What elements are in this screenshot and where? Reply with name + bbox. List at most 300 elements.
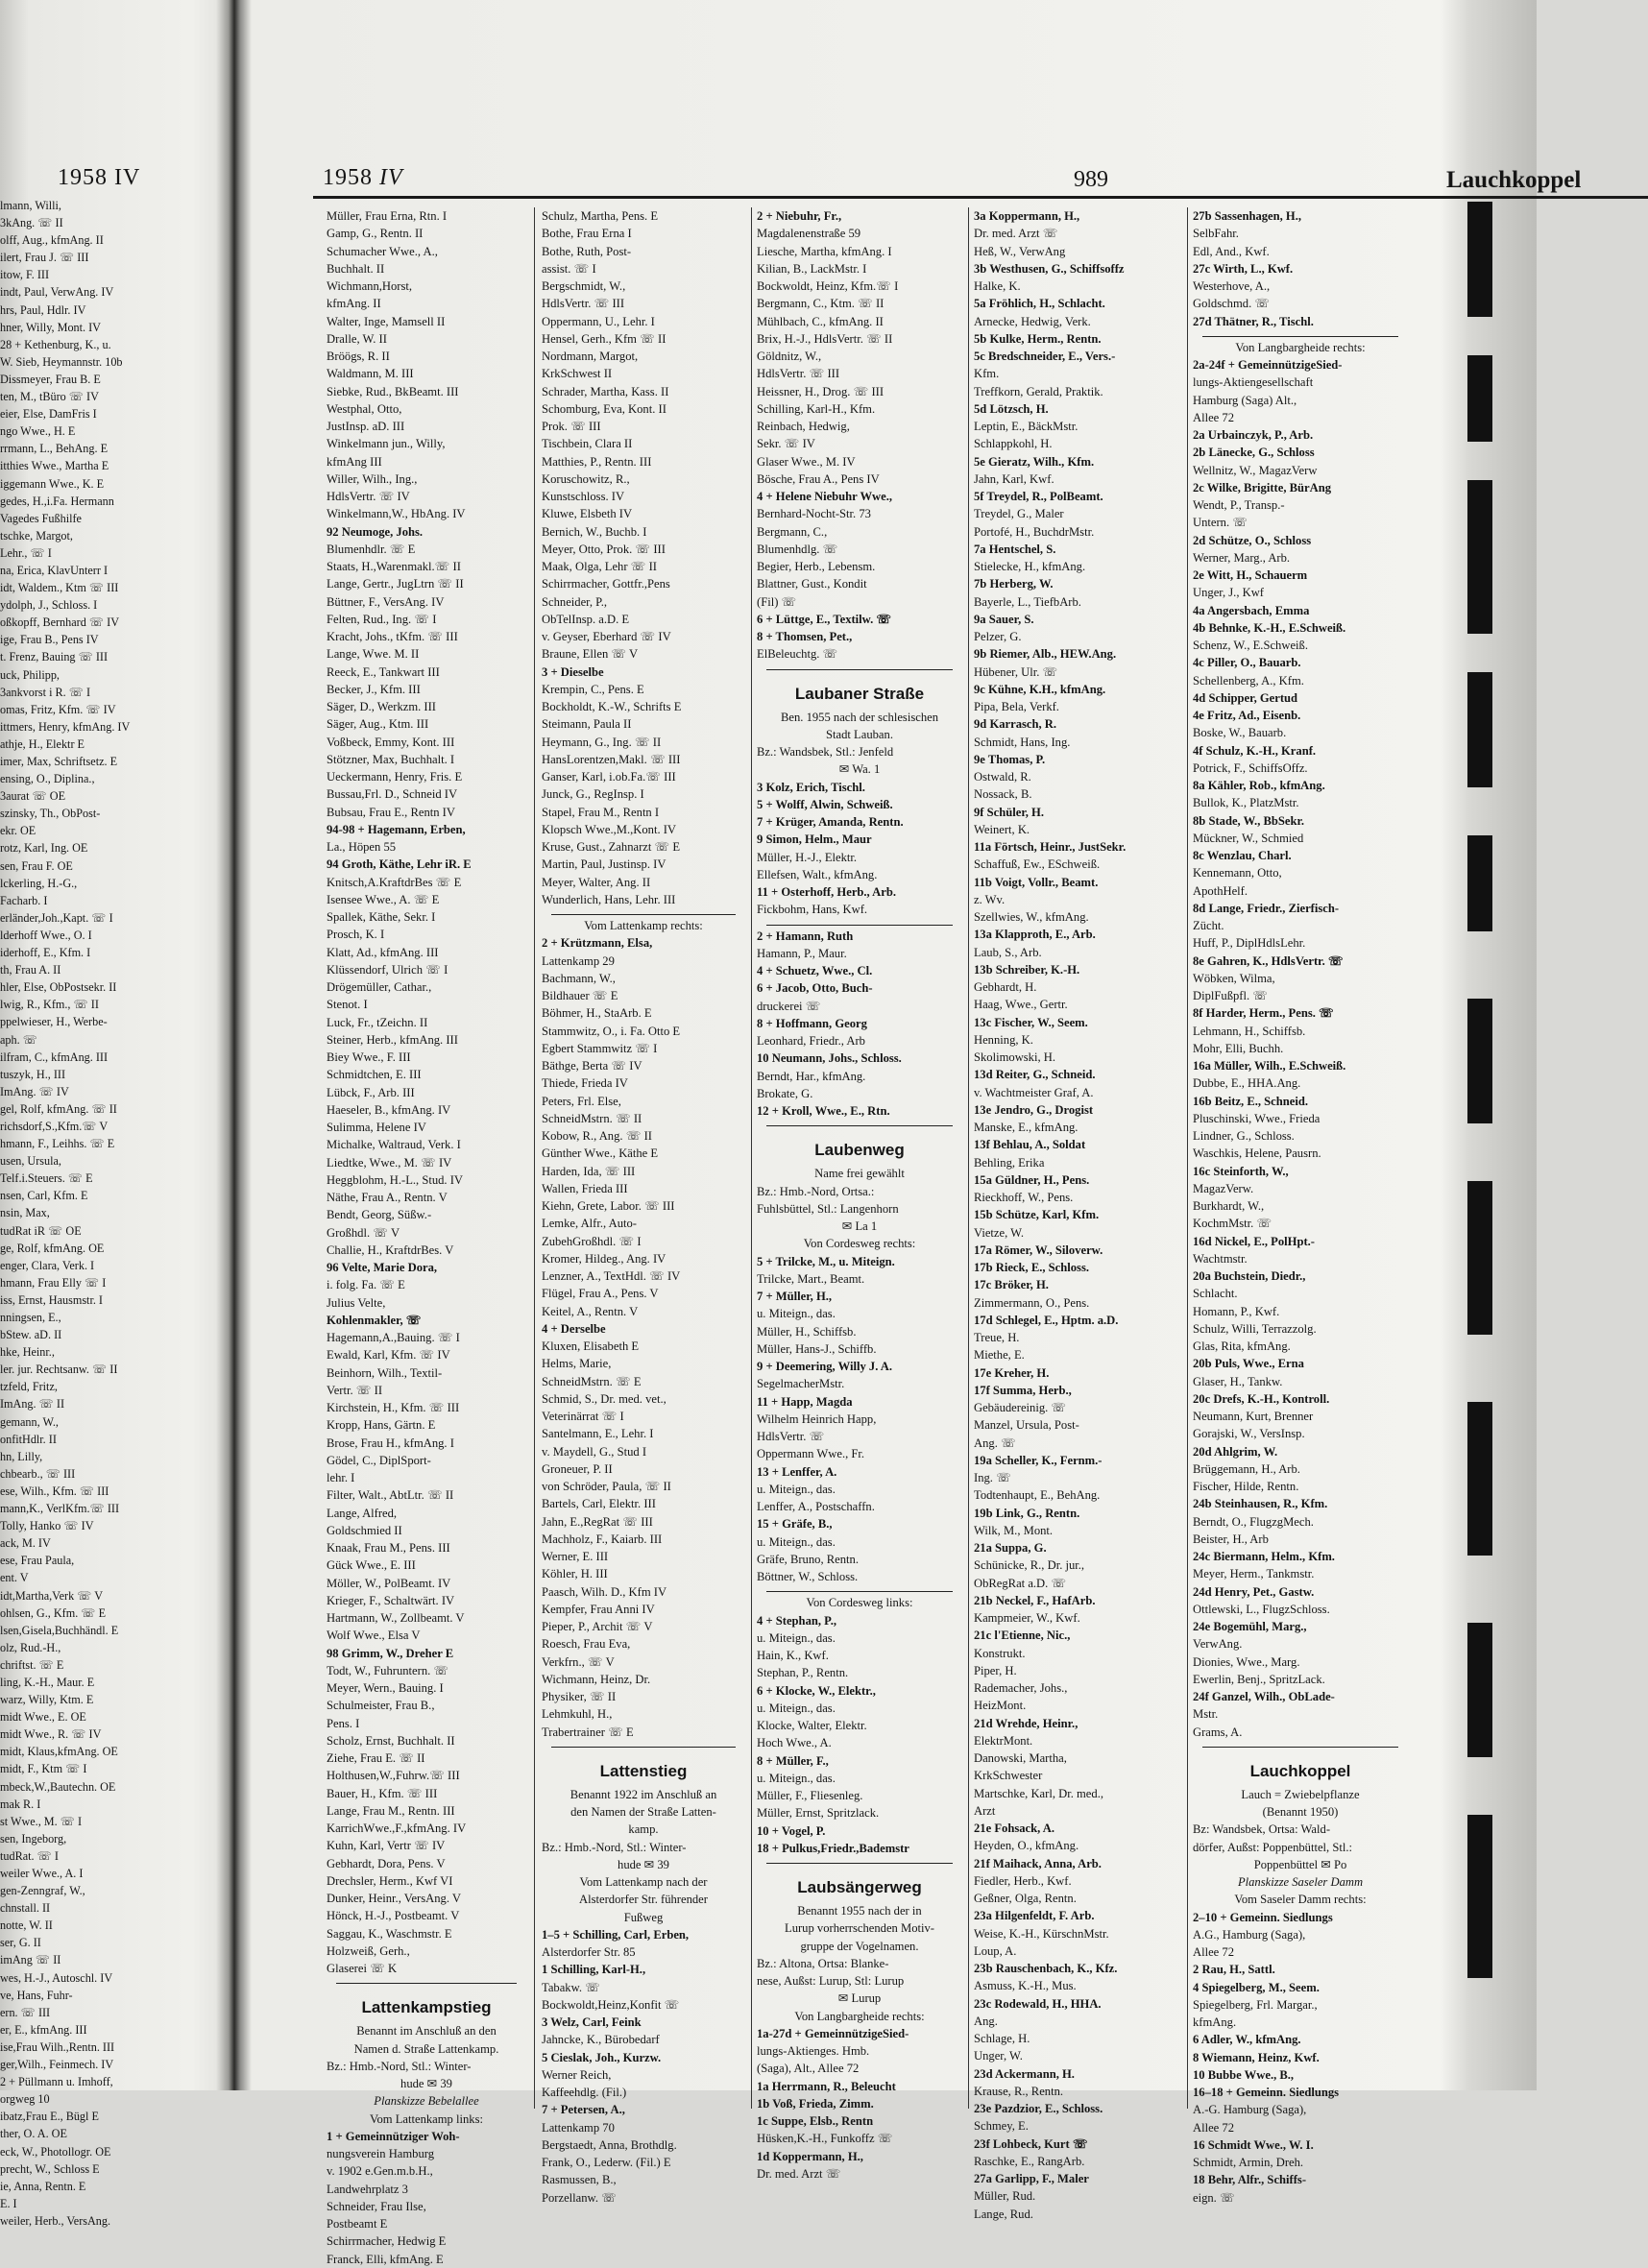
resident-entry: Schilling, Karl-H., Kfm. (757, 401, 876, 416)
resident-entry: assist. ☏ I (542, 261, 596, 276)
resident-entry: 8 + Thomsen, Pet., (757, 630, 853, 643)
previous-page-line: ten, M., tBüro ☏ IV (0, 390, 99, 404)
resident-entry: Mühlbach, C., kfmAng. II (757, 314, 884, 328)
resident-entry: 11b Voigt, Vollr., Beamt. (974, 875, 1099, 889)
resident-entry: Knaak, Frau M., Pens. III (327, 1541, 450, 1555)
previous-page-line: nsin, Max, (0, 1206, 50, 1220)
resident-entry: Blumenhdlr. ☏ E (327, 542, 416, 556)
resident-entry: 6 + Klocke, W., Elektr., (757, 1683, 876, 1698)
resident-entry: Bendt, Georg, Süßw.- (327, 1208, 432, 1222)
resident-entry: SchneidMstrn. ☏ II (542, 1111, 642, 1125)
resident-entry: Saggau, K., Waschmstr. E (327, 1926, 452, 1941)
resident-entry: 8 + Hoffmann, Georg (757, 1016, 867, 1030)
street-note: Von Cordesweg links: (806, 1596, 913, 1610)
resident-entry: Lange, Frau M., Rentn. III (327, 1803, 455, 1818)
resident-entry: Bz.: Altona, Ortsa: Blanke- (757, 1956, 889, 1970)
resident-entry: Müller, H.-J., Elektr. (757, 850, 858, 864)
resident-entry: 8a Kähler, Rob., kfmAng. (1193, 779, 1325, 792)
resident-entry: Heß, W., VerwAng (974, 244, 1066, 258)
street-note: Benannt 1922 im Anschluß an (570, 1787, 717, 1801)
resident-entry: Reinbach, Hedwig, (757, 420, 850, 433)
resident-entry: Oppermann, U., Lehr. I (542, 314, 655, 328)
resident-entry: Bergmann, C., (757, 524, 828, 539)
resident-entry: 24b Steinhausen, R., Kfm. (1193, 1497, 1328, 1511)
resident-entry: Mohr, Elli, Buchh. (1193, 1041, 1284, 1055)
page-number: 989 (1074, 167, 1108, 192)
resident-entry: Bernhard-Nocht-Str. 73 (757, 507, 871, 521)
resident-entry: Wichmann,Horst, (327, 279, 413, 293)
resident-entry: 2a-24f + GemeinnützigeSied- (1193, 358, 1343, 372)
resident-entry: 21b Neckel, F., HafArb. (974, 1593, 1096, 1607)
resident-entry: lehr. I (327, 1471, 355, 1484)
resident-entry: Loup, A. (974, 1943, 1017, 1958)
previous-page-line: hmann, Frau Elly ☏ I (0, 1275, 107, 1290)
resident-entry: 4 + Stephan, P., (757, 1613, 836, 1628)
street-note: Namen d. Straße Lattenkamp. (353, 2041, 499, 2056)
resident-entry: 7a Hentschel, S. (974, 542, 1056, 556)
previous-page-line: Dissmeyer, Frau B. E (0, 372, 101, 386)
resident-entry: Skolimowski, H. (974, 1050, 1056, 1064)
resident-entry: Laub, S., Arb. (974, 945, 1042, 959)
column-divider (534, 207, 535, 2109)
resident-entry: Allee 72 (1193, 410, 1235, 424)
resident-entry: Krieger, F., Schaltwärt. IV (327, 1593, 455, 1607)
previous-page-line: ther, O. A. OE (0, 2127, 67, 2141)
resident-entry: 17b Rieck, E., Schloss. (974, 1261, 1090, 1274)
resident-entry: Haag, Wwe., Gertr. (974, 998, 1068, 1012)
street-note: Ben. 1955 nach der schlesischen (780, 710, 939, 724)
resident-entry: dörfer, Außst: Poppenbüttel, Stl.: (1193, 1840, 1353, 1854)
resident-entry: u. Miteign., das. (757, 1534, 836, 1549)
resident-entry: Berndt, Har., kfmAng. (757, 1069, 866, 1083)
resident-entry: 4e Fritz, Ad., Eisenb. (1193, 709, 1301, 722)
resident-entry: Wöbken, Wilma, (1193, 971, 1275, 985)
resident-entry: Lange, Alfred, (327, 1506, 398, 1520)
resident-entry: Danowski, Martha, (974, 1751, 1067, 1765)
resident-entry: 2 Rau, H., Sattl. (1193, 1963, 1275, 1977)
resident-entry: Felten, Rud., Ing. ☏ I (327, 612, 437, 626)
resident-entry: 5a Fröhlich, H., Schlacht. (974, 297, 1105, 311)
previous-page-line: tudRat iR ☏ OE (0, 1223, 82, 1238)
resident-entry: Mstr. (1193, 1707, 1219, 1722)
resident-entry: 15a Güldner, H., Pens. (974, 1172, 1090, 1187)
resident-entry: Lehmkuhl, H., (542, 1707, 613, 1722)
resident-entry: Tabakw. ☏ (542, 1980, 600, 1994)
resident-entry: Harden, Ida, ☏ III (542, 1164, 636, 1178)
resident-entry: Geßner, Olga, Rentn. (974, 1892, 1077, 1905)
resident-entry: Unger, J., Kwf (1193, 586, 1264, 600)
resident-entry: Pipa, Bela, Verkf. (974, 700, 1059, 713)
resident-entry: 15b Schütze, Karl, Kfm. (974, 1208, 1100, 1222)
resident-entry: HeizMont. (974, 1699, 1027, 1713)
previous-page-line: ydolph, J., Schloss. I (0, 598, 98, 613)
resident-entry: 23f Lohbeck, Kurt ☏ (974, 2136, 1088, 2151)
resident-entry: 27d Thätner, R., Tischl. (1193, 314, 1314, 328)
resident-entry: 5e Gieratz, Wilh., Kfm. (974, 454, 1095, 469)
previous-page-line: hler, Else, ObPostsekr. II (0, 980, 117, 995)
resident-entry: Rasmussen, B., (542, 2173, 617, 2187)
resident-entry: Unger, W. (974, 2049, 1023, 2063)
previous-page-line: hner, Willy, Mont. IV (0, 320, 101, 334)
resident-entry: Allee 72 (1193, 2120, 1235, 2135)
resident-entry: VerwAng. (1193, 1637, 1243, 1652)
street-note: Poppenbüttel ✉ Po (1253, 1857, 1347, 1871)
resident-entry: 4 + Schuetz, Wwe., Cl. (757, 964, 873, 977)
resident-entry: Liesche, Martha, kfmAng. I (757, 244, 892, 258)
resident-entry: 11 + Happ, Magda (757, 1394, 853, 1409)
previous-page-line: 28 + Kethenburg, K., u. (0, 337, 111, 351)
resident-entry: Ang. (974, 2014, 998, 2028)
street-section-heading: Laubenweg (814, 1141, 905, 1160)
resident-entry: Bachmann, W., (542, 971, 616, 985)
street-note: Vom Lattenkamp nach der (579, 1875, 708, 1889)
resident-entry: 8 + Müller, F., (757, 1753, 829, 1768)
previous-page-line: warz, Willy, Ktm. E (0, 1693, 94, 1707)
street-section-heading: Laubaner Straße (794, 684, 925, 703)
resident-entry: Bockwoldt, Heinz, Kfm.☏ I (757, 279, 899, 293)
resident-entry: 5b Kulke, Herm., Rentn. (974, 331, 1102, 346)
street-note: ✉ La 1 (841, 1219, 878, 1233)
resident-entry: Gräfe, Bruno, Rentn. (757, 1552, 859, 1566)
resident-entry: Schmidtchen, E. III (327, 1068, 422, 1082)
resident-entry: Stapel, Frau M., Rentn I (542, 805, 660, 819)
resident-entry: Manske, E., kfmAng. (974, 1121, 1078, 1134)
previous-page-line: iggemann Wwe., K. E (0, 476, 105, 491)
previous-page-line: omas, Fritz, Kfm. ☏ IV (0, 702, 116, 716)
resident-entry: Bergschmidt, W., (542, 279, 626, 293)
resident-entry: 8b Stade, W., BbSekr. (1193, 813, 1305, 828)
resident-entry: Winkelmann jun., Willy, (327, 437, 446, 451)
street-note: Alsterdorfer Str. führender (579, 1893, 708, 1907)
resident-entry: Vietze, W. (974, 1225, 1025, 1240)
resident-entry: Groneuer, P. II (542, 1461, 613, 1476)
street-note: Vom Lattenkamp links: (370, 2111, 483, 2126)
previous-page-line: ise,Frau Wilh.,Rentn. III (0, 2039, 115, 2054)
resident-entry: lungs-Aktiengesellschaft (1193, 375, 1314, 390)
resident-entry: Ostwald, R. (974, 770, 1031, 784)
resident-entry: Rademacher, Johs., (974, 1681, 1068, 1695)
resident-entry: 4 + Derselbe (542, 1321, 606, 1336)
previous-page-line: Tolly, Hanko ☏ IV (0, 1519, 94, 1533)
resident-entry: Fiedler, Herb., Kwf. (974, 1873, 1072, 1888)
previous-page-line: mbeck,W.,Bautechn. OE (0, 1779, 116, 1794)
resident-entry: HdlsVertr. ☏ IV (327, 490, 410, 503)
resident-entry: 24f Ganzel, Wilh., ObLade- (1193, 1690, 1335, 1703)
resident-entry: Schmey, E. (974, 2119, 1029, 2134)
resident-entry: u. Miteign., das. (757, 1630, 836, 1645)
resident-entry: Bz.: Hmb.-Nord, Stl.: Winter- (327, 2059, 472, 2073)
margin-tab-marks (1462, 163, 1500, 2036)
header-rule (313, 196, 1648, 199)
resident-entry: MagazVerw. (1193, 1181, 1254, 1195)
resident-entry: Portofé, H., BuchdrMstr. (974, 524, 1095, 539)
resident-entry: Dr. med. Arzt ☏ (757, 2166, 841, 2181)
resident-entry: Kuhn, Karl, Vertr ☏ IV (327, 1839, 446, 1853)
resident-entry: nese, Außst: Lurup, Stl: Lurup (757, 1974, 905, 1988)
resident-entry: Filter, Walt., AbtLtr. ☏ II (327, 1488, 454, 1503)
resident-entry: Zücht. (1193, 919, 1224, 932)
resident-entry: Blattner, Gust., Kondit (757, 577, 867, 591)
resident-entry: Klopsch Wwe.,M.,Kont. IV (542, 822, 677, 836)
resident-entry: Stephan, P., Rentn. (757, 1666, 849, 1680)
street-note: Stadt Lauban. (826, 727, 893, 741)
resident-entry: Kilian, B., LackMstr. I (757, 261, 867, 276)
resident-entry: Stammwitz, O., i. Fa. Otto E (542, 1024, 681, 1038)
section-divider (336, 1983, 517, 1984)
previous-page-line: weiler Wwe., A. I (0, 1867, 84, 1880)
previous-page-line: erländer,Joh.,Kapt. ☏ I (0, 910, 113, 925)
resident-entry: A.-G. Hamburg (Saga), (1193, 2103, 1307, 2117)
resident-entry: Kfm. (974, 367, 1000, 381)
street-note: Vom Lattenkamp rechts: (584, 919, 703, 932)
previous-page-line: precht, W., Schloss E (0, 2161, 100, 2176)
resident-entry: Lübck, F., Arb. III (327, 1085, 415, 1099)
resident-entry: Isensee Wwe., A. ☏ E (327, 892, 440, 906)
resident-entry: Veterinärrat ☏ I (542, 1410, 624, 1423)
street-note: Von Langbargheide rechts: (1235, 340, 1366, 354)
resident-entry: Kunstschloss. IV (542, 490, 625, 503)
resident-entry: Untern. ☏ (1193, 516, 1248, 530)
resident-entry: Jahncke, K., Bürobedarf (542, 2033, 660, 2047)
column-divider (968, 207, 969, 2109)
resident-entry: Schellenberg, A., Kfm. (1193, 673, 1304, 688)
resident-entry: Holzweiß, Gerh., (327, 1943, 410, 1958)
previous-page-line: rrmann, L., BehAng. E (0, 442, 109, 456)
resident-entry: 20d Ahlgrim, W. (1193, 1444, 1278, 1459)
resident-entry: 16d Nickel, E., PolHpt.- (1193, 1234, 1315, 1248)
resident-entry: Todtenhaupt, E., BehAng. (974, 1488, 1101, 1503)
resident-entry: 4c Piller, O., Bauarb. (1193, 656, 1301, 670)
resident-entry: Leonhard, Friedr., Arb (757, 1034, 865, 1048)
previous-page-line: weiler, Herb., VersAng. (0, 2213, 111, 2228)
resident-entry: Bäthge, Berta ☏ IV (542, 1059, 642, 1073)
resident-entry: Brose, Frau H., kfmAng. I (327, 1436, 454, 1450)
resident-entry: Paasch, Wilh. D., Kfm IV (542, 1584, 667, 1599)
previous-page-line: 2 + Püllmann u. Imhoff, (0, 2075, 113, 2089)
resident-entry: 24d Henry, Pet., Gastw. (1193, 1584, 1315, 1599)
resident-entry: Pelzer, G. (974, 630, 1022, 643)
previous-page-line: lsen,Gisela,Buchhändl. E (0, 1623, 119, 1637)
resident-entry: Wichmann, Heinz, Dr. (542, 1672, 651, 1686)
resident-entry: Burkhardt, W., (1193, 1199, 1265, 1213)
previous-page-line: ling, K.-H., Maur. E (0, 1675, 95, 1689)
resident-entry: Ewald, Karl, Kfm. ☏ IV (327, 1348, 450, 1363)
resident-entry: 5 + Wolff, Alwin, Schweiß. (757, 797, 893, 811)
street-note: Lurup vorherrschenden Motiv- (785, 1921, 934, 1936)
street-note: hude ✉ 39 (400, 2077, 452, 2090)
resident-entry: 20b Puls, Wwe., Erna (1193, 1357, 1304, 1371)
resident-entry: Wilk, M., Mont. (974, 1523, 1054, 1537)
resident-entry: 24c Biermann, Helm., Kfm. (1193, 1550, 1335, 1563)
resident-entry: Fuhlsbüttel, Stl.: Langenhorn (757, 1201, 899, 1216)
previous-page-line: idt, Waldem., Ktm ☏ III (0, 581, 119, 595)
resident-entry: Hönck, H.-J., Postbeamt. V (327, 1909, 460, 1923)
resident-entry: Ganser, Karl, i.ob.Fa.☏ III (542, 770, 676, 784)
resident-entry: Pluschinski, Wwe., Frieda (1193, 1111, 1321, 1125)
resident-entry: Challie, H., KraftdrBes. V (327, 1243, 454, 1257)
resident-entry: Junck, G., RegInsp. I (542, 787, 644, 802)
resident-entry: ObRegRat a.D. ☏ (974, 1576, 1067, 1590)
previous-page-line: rotz, Karl, Ing. OE (0, 841, 88, 856)
resident-entry: Fickbohm, Hans, Kwf. (757, 903, 868, 917)
column-3 (757, 207, 962, 2183)
resident-entry: 8f Harder, Herm., Pens. ☏ (1193, 1006, 1334, 1021)
previous-page-line: ilfram, C., kfmAng. III (0, 1050, 109, 1064)
resident-entry: Spiegelberg, Frl. Margar., (1193, 1997, 1318, 2012)
resident-entry: 11a Förtsch, Heinr., JustSekr. (974, 840, 1127, 854)
resident-entry: Kluwe, Elsbeth IV (542, 507, 633, 521)
resident-entry: Konstrukt. (974, 1646, 1026, 1660)
previous-page-line: notte, W. II (0, 1918, 53, 1933)
resident-entry: Buchhalt. II (327, 261, 385, 276)
resident-entry: 16a Müller, Wilh., E.Schweiß. (1193, 1059, 1346, 1073)
resident-entry: Dubbe, E., HHA.Ang. (1193, 1076, 1301, 1091)
previous-page-line: ie, Anna, Rentn. E (0, 2179, 86, 2193)
resident-entry: Kirchstein, H., Kfm. ☏ III (327, 1401, 460, 1414)
resident-entry: Henning, K. (974, 1032, 1033, 1047)
resident-entry: Lehmann, H., Schiffsb. (1193, 1024, 1306, 1038)
resident-entry: 1d Koppermann, H., (757, 2149, 863, 2163)
previous-page-line: chnstall. II (0, 1901, 51, 1916)
resident-entry: Sekr. ☏ IV (757, 437, 815, 451)
resident-entry: Ing. ☏ (974, 1471, 1011, 1484)
resident-entry: Meyer, Wern., Bauing. I (327, 1681, 444, 1695)
previous-page-line: ve, Hans, Fuhr- (0, 1988, 73, 2002)
resident-entry: 17c Bröker, H. (974, 1278, 1049, 1292)
previous-page-line: imAng ☏ II (0, 1953, 61, 1967)
header-year: 1958 (323, 165, 373, 190)
previous-page-line: bStew. aD. II (0, 1328, 62, 1342)
resident-entry: 9d Karrasch, R. (974, 717, 1057, 732)
resident-entry: Heggblohm, H.-L., Stud. IV (327, 1172, 464, 1187)
resident-entry: Gebhardt, H. (974, 980, 1037, 994)
resident-entry: 23d Ackermann, H. (974, 2066, 1075, 2081)
previous-page-line: Lehr., ☏ I (0, 545, 52, 560)
resident-entry: Wolf Wwe., Elsa V (327, 1629, 421, 1643)
resident-entry: Dralle, W. II (327, 331, 387, 346)
resident-entry: Schaffuß, Ew., ESchweiß. (974, 857, 1101, 872)
resident-entry: Dionies, Wwe., Marg. (1193, 1654, 1300, 1669)
resident-entry: 98 Grimm, W., Dreher E (327, 1646, 454, 1660)
resident-entry: Schlacht. (1193, 1287, 1238, 1301)
section-divider (1202, 1747, 1398, 1748)
resident-entry: Miethe, E. (974, 1348, 1025, 1363)
previous-page-header: 1958 IV (58, 165, 141, 190)
resident-entry: Siebke, Rud., BkBeamt. III (327, 384, 459, 398)
resident-entry: u. Miteign., das. (757, 1307, 836, 1321)
resident-entry: Ziehe, Frau E. ☏ II (327, 1751, 425, 1765)
previous-page-line: midt Wwe., E. OE (0, 1710, 86, 1725)
previous-page-line: t. Frenz, Bauing ☏ III (0, 650, 109, 664)
resident-entry: Ewerlin, Benj., SpritzLack. (1193, 1672, 1325, 1686)
section-divider (766, 925, 953, 926)
resident-entry: Wallen, Frieda III (542, 1181, 628, 1195)
resident-entry: Manzel, Ursula, Post- (974, 1418, 1079, 1433)
resident-entry: 16 Schmidt Wwe., W. I. (1193, 2137, 1314, 2152)
resident-entry: 9f Schüler, H. (974, 805, 1045, 819)
resident-entry: 16c Steinforth, W., (1193, 1164, 1289, 1178)
resident-entry: Santelmann, E., Lehr. I (542, 1427, 654, 1441)
resident-entry: Blumenhdlg. ☏ (757, 542, 838, 556)
resident-entry: Schneider, P., (542, 594, 608, 609)
street-section-heading: Lattenstieg (599, 1761, 688, 1780)
resident-entry: Kropp, Hans, Gärtn. E (327, 1418, 436, 1433)
resident-entry: Näthe, Frau A., Rentn. V (327, 1191, 448, 1204)
resident-entry: 8c Wenzlau, Charl. (1193, 849, 1292, 862)
previous-page-line: szinsky, Th., ObPost- (0, 807, 101, 821)
resident-entry: KochmMstr. ☏ (1193, 1217, 1272, 1231)
resident-entry: Neumann, Kurt, Brenner (1193, 1410, 1314, 1423)
resident-entry: lungs-Aktienges. Hmb. (757, 2044, 870, 2058)
resident-entry: z. Wv. (974, 892, 1006, 906)
resident-entry: Schrader, Martha, Kass. II (542, 384, 669, 398)
resident-entry: Schomburg, Eva, Kont. II (542, 401, 666, 416)
resident-entry: Kruse, Gust., Zahnarzt ☏ E (542, 840, 681, 854)
resident-entry: Hamann, P., Maur. (757, 946, 847, 960)
resident-entry: 4d Schipper, Gertud (1193, 690, 1298, 705)
resident-entry: 4b Behnke, K.-H., E.Schweiß. (1193, 620, 1346, 635)
resident-entry: 5 + Trilcke, M., u. Miteign. (757, 1254, 895, 1268)
resident-entry: Klocke, Walter, Elektr. (757, 1719, 867, 1732)
resident-entry: 6 + Jacob, Otto, Buch- (757, 981, 873, 996)
previous-page-line: na, Erica, KlavUnterr I (0, 563, 109, 577)
previous-page-line: iderhoff, E., Kfm. I (0, 946, 91, 960)
previous-page-line: itthies Wwe., Martha E (0, 459, 109, 473)
resident-entry: Bockholdt, K.-W., Schrifts E (542, 700, 682, 713)
resident-entry: Hübener, Ulr. ☏ (974, 664, 1058, 679)
section-divider (766, 1591, 953, 1592)
resident-entry: 9c Kühne, K.H., kfmAng. (974, 682, 1106, 696)
resident-entry: Bergstaedt, Anna, Brothdlg. (542, 2137, 677, 2152)
section-divider (551, 914, 736, 915)
resident-entry: 13d Reiter, G., Schneid. (974, 1068, 1096, 1082)
previous-page-line: itow, F. III (0, 268, 50, 282)
resident-entry: Kennemann, Otto, (1193, 866, 1282, 881)
resident-entry: Porzellanw. ☏ (542, 2190, 617, 2205)
previous-page-line: nsen, Carl, Kfm. E (0, 1189, 88, 1203)
previous-page-line: midt Wwe., R. ☏ IV (0, 1727, 102, 1742)
resident-entry: v. Geyser, Eberhard ☏ IV (542, 630, 671, 643)
resident-entry: Maak, Olga, Lehr ☏ II (542, 560, 657, 573)
resident-entry: Günther Wwe., Käthe E (542, 1146, 659, 1161)
resident-entry: Stötzner, Max, Buchhalt. I (327, 752, 455, 766)
previous-page-line: gemann, W., (0, 1414, 59, 1429)
resident-entry: A.G., Hamburg (Saga), (1193, 1927, 1306, 1942)
resident-entry: Waldmann, M. III (327, 367, 414, 381)
resident-entry: 1a Herrmann, R., Beleucht (757, 2079, 896, 2093)
previous-page-line: ack, M. IV (0, 1536, 51, 1551)
resident-entry: 1 + Gemeinnütziger Woh- (327, 2129, 460, 2143)
resident-entry: Krempin, C., Pens. E (542, 682, 644, 696)
street-note: Lauch = Zwiebelpflanze (1241, 1787, 1360, 1801)
resident-entry: Bz.: Hmb.-Nord, Ortsa.: (757, 1184, 875, 1198)
resident-entry: Arnecke, Hedwig, Verk. (974, 314, 1091, 328)
resident-entry: Böhmer, H., StaArb. E (542, 1006, 652, 1021)
resident-entry: Schneider, Frau Ilse, (327, 2199, 426, 2213)
street-note: Fußweg (623, 1910, 664, 1924)
resident-entry: 13b Schreiber, K.-H. (974, 962, 1080, 977)
resident-entry: KrkSchwest II (542, 367, 613, 381)
resident-entry: 1 Schilling, Karl-H., (542, 1963, 646, 1977)
resident-entry: ApothHelf. (1193, 883, 1248, 898)
resident-entry: Prosch, K. I (327, 928, 385, 942)
resident-entry: Bröögs, R. II (327, 350, 390, 363)
resident-entry: Stielecke, H., kfmAng. (974, 560, 1086, 573)
previous-page-line: gel, Rolf, kfmAng. ☏ II (0, 1101, 117, 1116)
resident-entry: v. Wachtmeister Graf, A. (974, 1085, 1094, 1099)
resident-entry: 23e Pazdzior, E., Schloss. (974, 2102, 1103, 2115)
resident-entry: 1a-27d + GemeinnützigeSied- (757, 2026, 909, 2040)
